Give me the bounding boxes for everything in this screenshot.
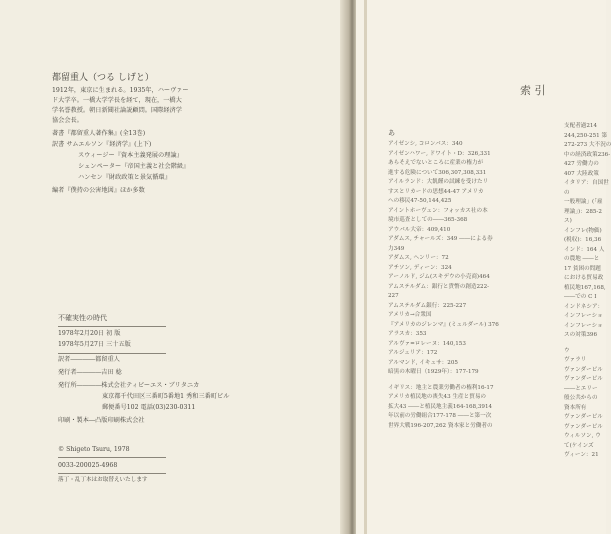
index-entry-col2: ヴァンダービル [564,366,603,373]
index-entry-col2: ス) [564,218,572,224]
works-line: シュンペーター『帝国主義と社会階級』 [78,163,190,170]
index-entry: 世界大戦196-207,262 資本家と労働者の [388,422,493,429]
publishing-house-row: 発行所――――株式会社ティビーエス・ブリタニカ [58,382,200,389]
index-entry-col2: スの対策396 [564,332,598,338]
index-entry: アムステルダム：銀行と貨幣の創造222- [388,283,490,290]
bio-line: ド大学卒。一橋大学学長を経て，現在，一橋大 [52,97,182,104]
index-entry: 暗黒の木曜日（1929年）：177-179 [388,369,479,375]
index-entry: 進する危険について306,307,308,331 [388,169,487,176]
index-entry-col2: 般公共からの [564,395,598,401]
index-entry-col2: ウィルソン, ウ [564,433,601,439]
index-entry-col2: イタリア：自国世 [564,180,609,186]
index-entry-col2: 理論」)：285-2 [564,208,602,215]
index-entry: アルマンド, イキュサ：205 [388,359,458,366]
index-entry: アーノルド, ジム(スキデウの小売商)464 [388,274,490,280]
index-entry: アムステルダム銀行：225-227 [388,302,467,309]
index-entry-col2: ――での C I [564,294,597,300]
index-entry: アダムス, チャールズ：349 ――による券 [388,236,493,242]
index-entry-col2: ウ [564,347,570,354]
index-entry-col2: 一般理論」(「雇 [564,199,603,205]
isbn-rule [58,457,166,458]
index-entry-col2: 272-273 大不況の [564,142,611,148]
index-entry-col2: インド：164 人 [564,246,605,253]
colophon-date: 1978年2月20日 初 版 [58,330,121,337]
page-edge [364,0,367,534]
index-entry-col2: の [564,189,570,196]
index-entry: 『アメリカのジレンマ』(ミュルダール) 376 [388,321,499,328]
index-entry-col2: 中の経済政策236- [564,151,611,158]
printer-row: 印刷・製本―凸版印刷株式会社 [58,417,145,424]
address-row: 東京都千代田区三番町5番地1 秀和三番町ビル [102,393,230,400]
copyright-line: © Shigeto Tsuru, 1978 [58,446,130,453]
index-entry-col2: ヴァンダービル [564,423,603,430]
colophon-date: 1978年5月27日 三十五版 [58,341,131,348]
isbn-line: 0033-200025-4968 [58,462,118,469]
index-entry-col2: 植民地167,168, [564,284,606,291]
colophon-title: 不確実性の時代 [58,314,107,322]
index-entry: すスとリカードの思想44-47 アメリカ [388,188,484,195]
translator-row: 訳者――――都留重人 [58,356,120,363]
isbn-rule-bottom [58,473,166,474]
index-entry-col2: ヴァンダービル [564,376,603,382]
postal-row: 郵便番号102 電話(03)230-0311 [102,404,196,411]
index-entry: 227 [388,293,399,299]
index-entry-col2: ――とエリー [564,385,598,392]
index-entry-col2: 資本所有 [564,404,587,411]
works-line: 訳書 サムエルソン『経済学』(上下) [52,141,152,148]
index-entry-col2: 407 大陸政策 [564,170,599,177]
index-title: 索 引 [520,84,546,97]
index-entry: あらそえでないところに産業の権力が [388,160,484,166]
index-entry-col2: て(ケインズ [564,442,594,449]
index-entry: アイゼンシ, コロンバス：340 [388,141,463,147]
index-entry-col2: インドネシア： [564,303,604,310]
index-entry: 力349 [388,245,405,252]
index-entry: アウバル大帝：409,410 [388,226,451,233]
index-entry-col2: 244,250-251 第 [564,132,608,139]
bio-line: 協会会長。 [52,117,83,124]
index-entry: アメリカ植民地の喪失43 生産と貿易の [388,394,487,400]
index-entry-col2: 17 貧困の問題 [564,265,601,272]
index-entry: イギリス：地主と農業労働者の権利16-17 [388,384,494,391]
bio-line: 学名誉教授。朝日新聞社論説顧問。国際経済学 [52,107,182,114]
index-section-head: あ [388,129,395,137]
colophon-note: 落丁・乱丁本はお取替えいたします [58,477,148,483]
index-entry: 拡大43 ――と植民地主義164-168,3914 [388,403,493,410]
index-entry-col2: ヴァンダービル [564,414,603,420]
index-entry: アラスカ：353 [388,331,427,337]
index-entry: アイルランド：大飢饉の試練を受けたリ [388,179,489,185]
index-entry: アルジェリア：172 [388,350,438,356]
index-entry-col2: (税収)：16,36 [564,237,602,243]
index-entry-col2: における貿易政 [564,275,604,281]
works-line: ハンセン『財政政策と景気循環』 [78,174,171,181]
index-entry-col2: ヴィーン：21 [564,452,599,458]
colophon-rule-top [58,326,166,327]
works-line: 編者『僕持の公害地図』ほか多数 [52,187,145,194]
index-entry-col2: の農地 ――と [564,256,600,262]
index-entry-col2: インフレーショ [564,313,603,319]
index-entry: 年以前の労働組合177-178 ――と第一次 [388,413,492,419]
index-entry-col2: インフレーショ [564,322,603,329]
index-entry-col2: ヴァラリ [564,357,587,363]
index-entry: への移民47-50,144,425 [388,198,452,204]
works-line: 著書『都留重人著作集』(全13巻) [52,130,146,137]
index-entry: アイントホーヴェン：フォッカス社の本 [388,207,488,214]
index-entry: アメリカ→合衆国 [388,312,432,318]
publisher-row: 発行者――――吉田 稔 [58,369,122,376]
index-entry-col2: 427 労働力の [564,161,599,167]
index-entry-col2: 支配者過214 [564,123,598,129]
bio-line: 1912年，東京に生まれる。1935年，ハーヴァー [52,87,189,94]
index-entry: 境市巡査としての――365-368 [388,217,468,223]
index-entry: アイゼンハワー, ドワイト・D：326,331 [388,150,491,157]
colophon-rule-mid [58,353,166,354]
index-entry: アルヴァ=ロレーヌ：140,153 [388,340,466,347]
author-name: 都留重人（つる しげと） [52,73,154,83]
works-line: スウィージー『資本主義発展の理論』 [78,152,183,159]
index-entry: アチソン, ディーン：324 [388,264,452,271]
index-entry: アダムス, ヘンリー：72 [388,255,449,261]
index-entry-col2: インフレ(物価) [564,227,602,234]
